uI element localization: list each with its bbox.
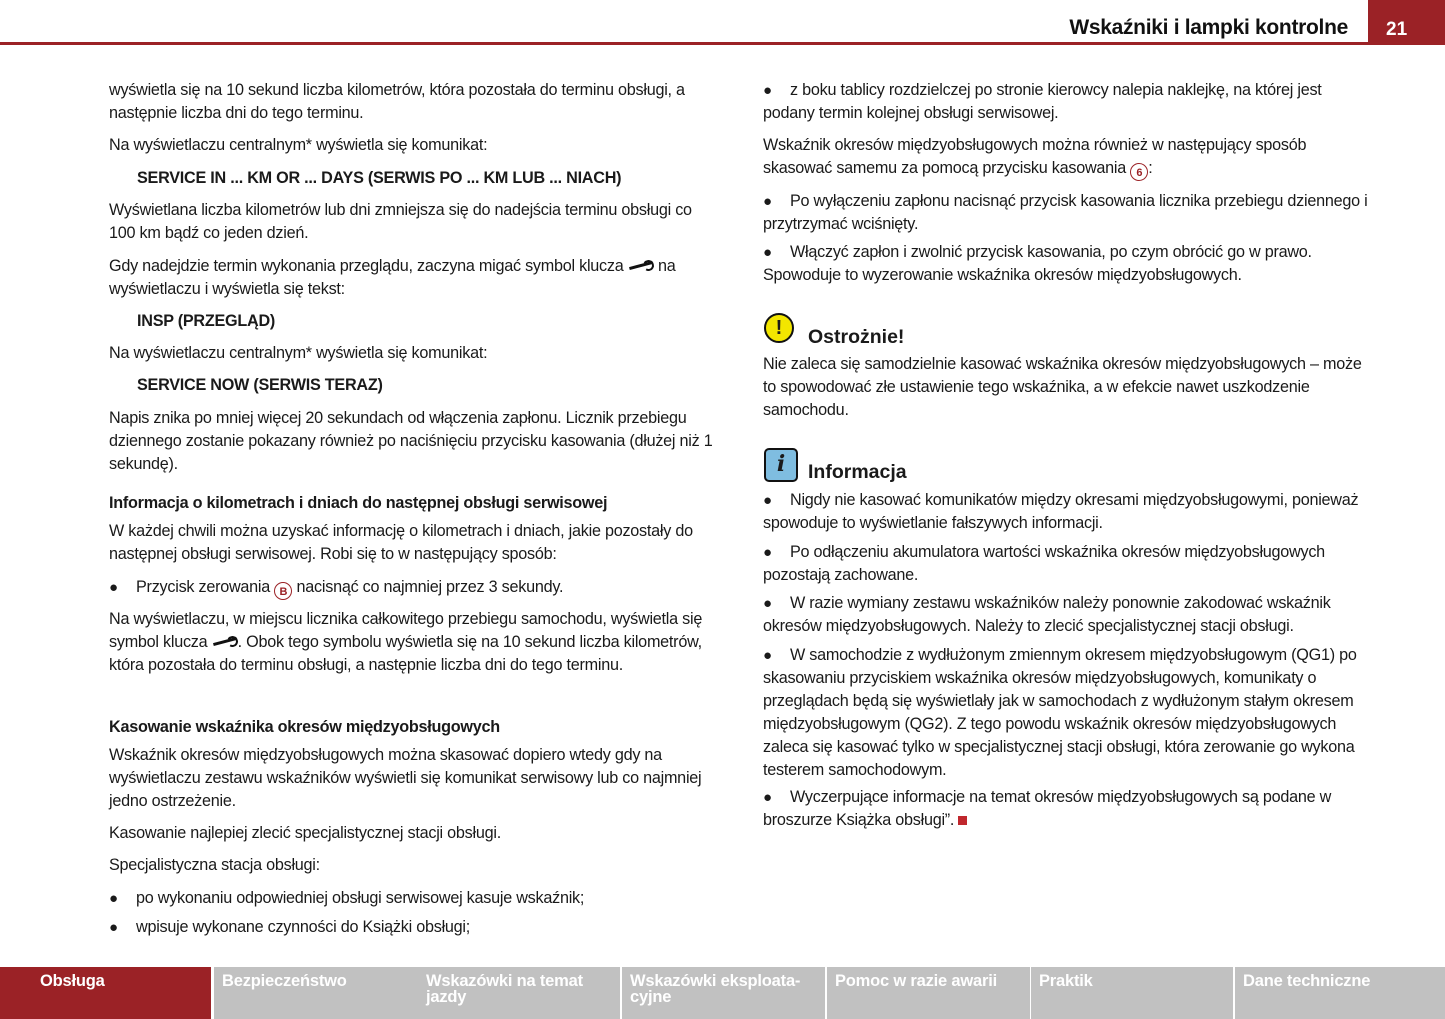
list-item — [763, 79, 1373, 125]
list-item — [109, 576, 721, 600]
caution-heading: Ostrożnie! — [808, 326, 905, 348]
text: na wyświetlaczu i wyświetla się tekst: — [109, 257, 676, 298]
text: . Obok tego symbolu wyświetla się na 10 sekund liczba kilometrów, która pozostała do terminu obsługi, a następnie liczba dni do tego terminu. — [109, 633, 702, 674]
info-heading: Informacja — [808, 461, 907, 483]
button-ref-6-icon: 6 — [1130, 163, 1148, 181]
display-message: SERVICE IN ... KM OR ... DAYS (SERWIS PO ... KM LUB ... NIACH) — [137, 169, 622, 187]
bullet-icon: ● — [763, 595, 772, 612]
bullet-icon: ● — [763, 647, 772, 664]
tab-obsluga[interactable]: Obsługa — [0, 967, 211, 1019]
text: po wykonaniu odpowiedniej obsługi serwisowej kasuje wskaźnik; — [136, 889, 585, 907]
wrench-icon — [212, 637, 238, 647]
paragraph: Kasowanie najlepiej zlecić specjalistycznej stacji obsługi. — [109, 824, 501, 842]
list-item — [763, 786, 1373, 832]
list-item — [763, 644, 1373, 782]
text: Wyczerpujące informacje na temat okresów międzyobsługowych są podane w broszurze Książka obsługi”. — [763, 788, 1332, 829]
bullet-icon: ● — [109, 579, 118, 596]
text: Po wyłączeniu zapłonu nacisnąć przycisk kasowania licznika przebiegu dziennego i przytrzymać wciśnięty. — [763, 192, 1368, 233]
paragraph — [109, 608, 721, 677]
list-item — [109, 887, 721, 910]
bullet-icon: ● — [763, 789, 772, 806]
chapter-title: Wskaźniki i lampki kontrolne — [1069, 16, 1348, 39]
end-of-section-icon — [958, 816, 967, 825]
list-item — [763, 592, 1373, 638]
section-heading: Informacja o kilometrach i dniach do następnej obsługi serwisowej — [109, 494, 608, 512]
bullet-icon: ● — [763, 244, 772, 261]
paragraph — [763, 134, 1373, 181]
text: : — [1148, 159, 1153, 177]
text: Gdy nadejdzie termin wykonania przeglądu, zaczyna migać symbol klucza — [109, 257, 628, 275]
list-item — [763, 489, 1373, 535]
wrench-icon — [628, 261, 654, 271]
page-number: 21 — [1368, 0, 1445, 45]
bullet-icon: ● — [763, 544, 772, 561]
info-icon: i — [764, 448, 798, 482]
bullet-icon: ● — [109, 890, 118, 907]
display-message: SERVICE NOW (SERWIS TERAZ) — [137, 376, 383, 394]
list-item — [109, 916, 721, 939]
text: Na wyświetlaczu, w miejscu licznika całkowitego przebiegu samochodu, wyświetla się symbol klucza — [109, 610, 703, 651]
bullet-icon: ● — [763, 82, 772, 99]
paragraph: Napis znika po mniej więcej 20 sekundach od włączenia zapłonu. Licznik przebiegu dziennego zostanie pokazany również po naciśnięciu przycisku kasowania (dłużej niż 1 sekundę). — [109, 409, 713, 473]
text: W samochodzie z wydłużonym zmiennym okresem międzyobsługowym (QG1) po skasowaniu przyciskiem wskaźnika okresów międzyobsługowych, komunikaty o przeglądach będą się wyświetlały jak w samochodach z wydłużonym stałym okresem międzyobsługowym (QG2). Z tego powodu wskaźnik okresów międzyobsługowych zaleca się kasować tylko w specjalistycznej stacji obsługi, która zerowanie go wykona testerem samochodowym. — [763, 646, 1357, 779]
paragraph: wyświetla się na 10 sekund liczba kilometrów, która pozostała do terminu obsługi, a następnie liczba dni do tego terminu. — [109, 81, 685, 122]
text: Przycisk zerowania — [136, 578, 275, 596]
list-item — [763, 190, 1373, 236]
paragraph: Wskaźnik okresów międzyobsługowych można skasować dopiero wtedy gdy na wyświetlaczu zestawu wskaźników wyświetli się komunikat serwisowy lub co najmniej jedno ostrzeżenie. — [109, 746, 702, 810]
bullet-icon: ● — [109, 919, 118, 936]
paragraph: Wyświetlana liczba kilometrów lub dni zmniejsza się do nadejścia terminu obsługi co 100 km bądź co jeden dzień. — [109, 201, 692, 242]
paragraph: Specjalistyczna stacja obsługi: — [109, 856, 320, 874]
text: Po odłączeniu akumulatora wartości wskaźnika okresów międzyobsługowych pozostają zachowane. — [763, 543, 1325, 584]
tab-dane-techniczne[interactable]: Dane techniczne — [1235, 967, 1445, 1019]
bullet-icon: ● — [763, 492, 772, 509]
list-item — [763, 241, 1373, 287]
paragraph — [109, 255, 721, 301]
tab-bezpieczenstwo[interactable]: Bezpieczeństwo — [214, 967, 418, 1019]
caution-icon: ! — [764, 313, 794, 343]
text: z boku tablicy rozdzielczej po stronie kierowcy nalepia naklejkę, na której jest podany termin kolejnej obsługi serwisowej. — [763, 81, 1322, 122]
tab-wskazowki-jazdy[interactable]: Wskazówki na temat jazdy — [418, 967, 620, 1019]
text: nacisnąć co najmniej przez 3 sekundy. — [292, 578, 564, 596]
caution-text: Nie zaleca się samodzielnie kasować wskaźnika okresów międzyobsługowych – może to spowodować złe ustawienie tego wskaźnika, a w efekcie nawet uszkodzenie samochodu. — [763, 355, 1362, 419]
tab-praktik[interactable]: Praktik — [1031, 967, 1233, 1019]
text: Nigdy nie kasować komunikatów między okresami międzyobsługowymi, ponieważ spowoduje to wyświetlanie fałszywych informacji. — [763, 491, 1359, 532]
text: Wskaźnik okresów międzyobsługowych można również w następujący sposób skasować samemu za pomocą przycisku kasowania — [763, 136, 1307, 177]
text: Włączyć zapłon i zwolnić przycisk kasowania, po czym obrócić go w prawo. Spowoduje to wyzerowanie wskaźnika okresów międzyobsługowych. — [763, 243, 1312, 284]
tab-pomoc-w-razie-awarii[interactable]: Pomoc w razie awarii — [827, 967, 1030, 1019]
list-item — [763, 541, 1373, 587]
tab-wskazowki-eksploatacyjne[interactable]: Wskazówki eksploata-cyjne — [622, 967, 825, 1019]
header-rule — [0, 42, 1445, 45]
button-ref-b-icon: B — [274, 582, 292, 600]
paragraph: Na wyświetlaczu centralnym* wyświetla się komunikat: — [109, 344, 488, 362]
text: wpisuje wykonane czynności do Książki obsługi; — [136, 918, 471, 936]
bullet-icon: ● — [763, 193, 772, 210]
text: W razie wymiany zestawu wskaźników należy ponownie zakodować wskaźnik okresów międzyobsługowych. Należy to zlecić specjalistycznej stacji obsługi. — [763, 594, 1331, 635]
paragraph: Na wyświetlaczu centralnym* wyświetla się komunikat: — [109, 136, 488, 154]
display-message: INSP (PRZEGLĄD) — [137, 312, 276, 330]
section-heading: Kasowanie wskaźnika okresów międzyobsługowych — [109, 718, 500, 736]
paragraph: W każdej chwili można uzyskać informację o kilometrach i dniach, jakie pozostały do następnej obsługi serwisowej. Robi się to w następujący sposób: — [109, 522, 693, 563]
